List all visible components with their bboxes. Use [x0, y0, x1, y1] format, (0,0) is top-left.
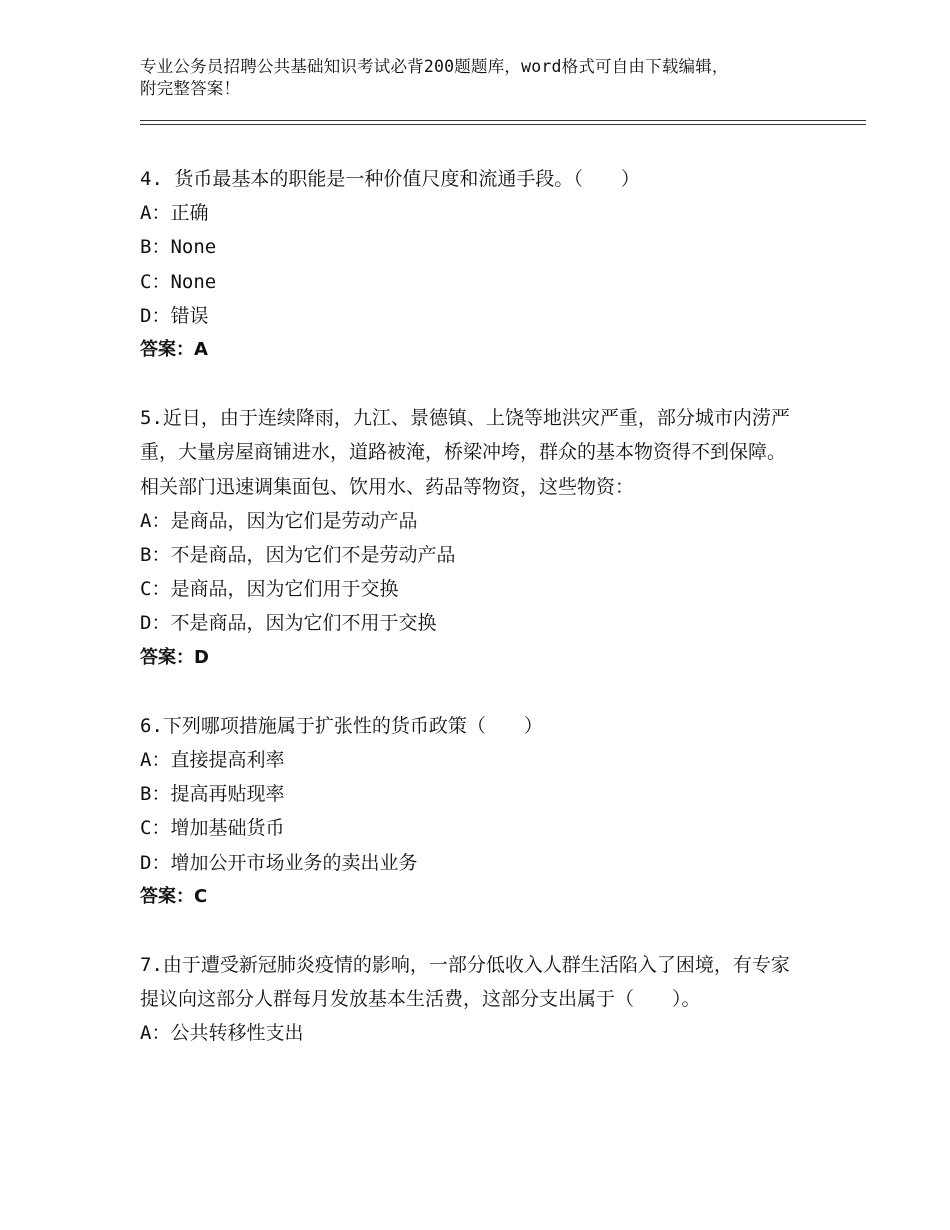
option-letter: C： [140, 578, 171, 601]
option-letter: A： [140, 1022, 171, 1045]
question-text: 5.近日，由于连续降雨，九江、景德镇、上饶等地洪灾严重，部分城市内涝严重，大量房屋商铺进水，道路被淹，桥梁冲垮，群众的基本物资得不到保障。相关部门迅速调集面包、饮用水、药品等物资，这些物资： [140, 407, 790, 498]
option-a [140, 504, 800, 538]
option-text: 不是商品，因为它们不是劳动产品 [170, 544, 456, 567]
header-line-2: 附完整答案！ [140, 79, 241, 98]
answer-line: 答案：C [140, 885, 208, 907]
option-d [140, 299, 800, 333]
option-text: None [170, 236, 217, 259]
option-b [140, 777, 800, 811]
option-letter: D： [140, 304, 171, 327]
option-text: 错误 [170, 304, 209, 327]
option-text: 直接提高利率 [170, 749, 285, 772]
option-text: 增加基础货币 [170, 817, 285, 840]
answer-line: 答案：D [140, 646, 209, 668]
question-7 [140, 948, 800, 1051]
option-letter: B： [140, 783, 171, 806]
header-divider-top [140, 120, 866, 121]
option-a [140, 743, 800, 777]
option-letter: C： [140, 817, 171, 840]
option-c [140, 572, 800, 606]
option-text: 提高再贴现率 [170, 783, 285, 806]
question-5 [140, 401, 800, 675]
question-text: 6.下列哪项措施属于扩张性的货币政策（ ） [140, 714, 543, 737]
option-text: 是商品，因为它们是劳动产品 [170, 509, 418, 532]
option-letter: D： [140, 851, 171, 874]
answer-line: 答案：A [140, 339, 208, 361]
question-4 [140, 162, 800, 367]
option-letter: B： [140, 236, 171, 259]
question-list [140, 162, 800, 1085]
option-d [140, 846, 800, 880]
option-letter: A： [140, 509, 171, 532]
option-text: 不是商品，因为它们不用于交换 [170, 612, 437, 635]
option-c [140, 811, 800, 845]
question-text: 4. 货币最基本的职能是一种价值尺度和流通手段。（ ） [140, 168, 640, 190]
header-line-1: 专业公务员招聘公共基础知识考试必背200题题库，word格式可自由下载编辑， [140, 57, 729, 76]
option-b [140, 538, 800, 572]
option-text: 是商品，因为它们用于交换 [170, 578, 399, 601]
option-d [140, 606, 800, 640]
option-b [140, 230, 800, 264]
header-divider-bottom [140, 124, 866, 125]
option-text: 公共转移性支出 [170, 1022, 304, 1045]
option-letter: D： [140, 612, 171, 635]
option-letter: A： [140, 749, 171, 772]
option-a [140, 196, 800, 230]
document-header [140, 56, 820, 100]
option-letter: B： [140, 544, 171, 567]
option-letter: A： [140, 202, 171, 225]
option-letter: C： [140, 270, 171, 293]
option-text: 正确 [170, 202, 209, 225]
option-text: 增加公开市场业务的卖出业务 [170, 851, 418, 874]
option-text: None [170, 270, 217, 293]
question-6 [140, 709, 800, 914]
option-a [140, 1016, 800, 1050]
option-c [140, 265, 800, 299]
question-text: 7.由于遭受新冠肺炎疫情的影响，一部分低收入人群生活陷入了困境，有专家提议向这部分人群每月发放基本生活费，这部分支出属于（ ）。 [140, 954, 790, 1011]
